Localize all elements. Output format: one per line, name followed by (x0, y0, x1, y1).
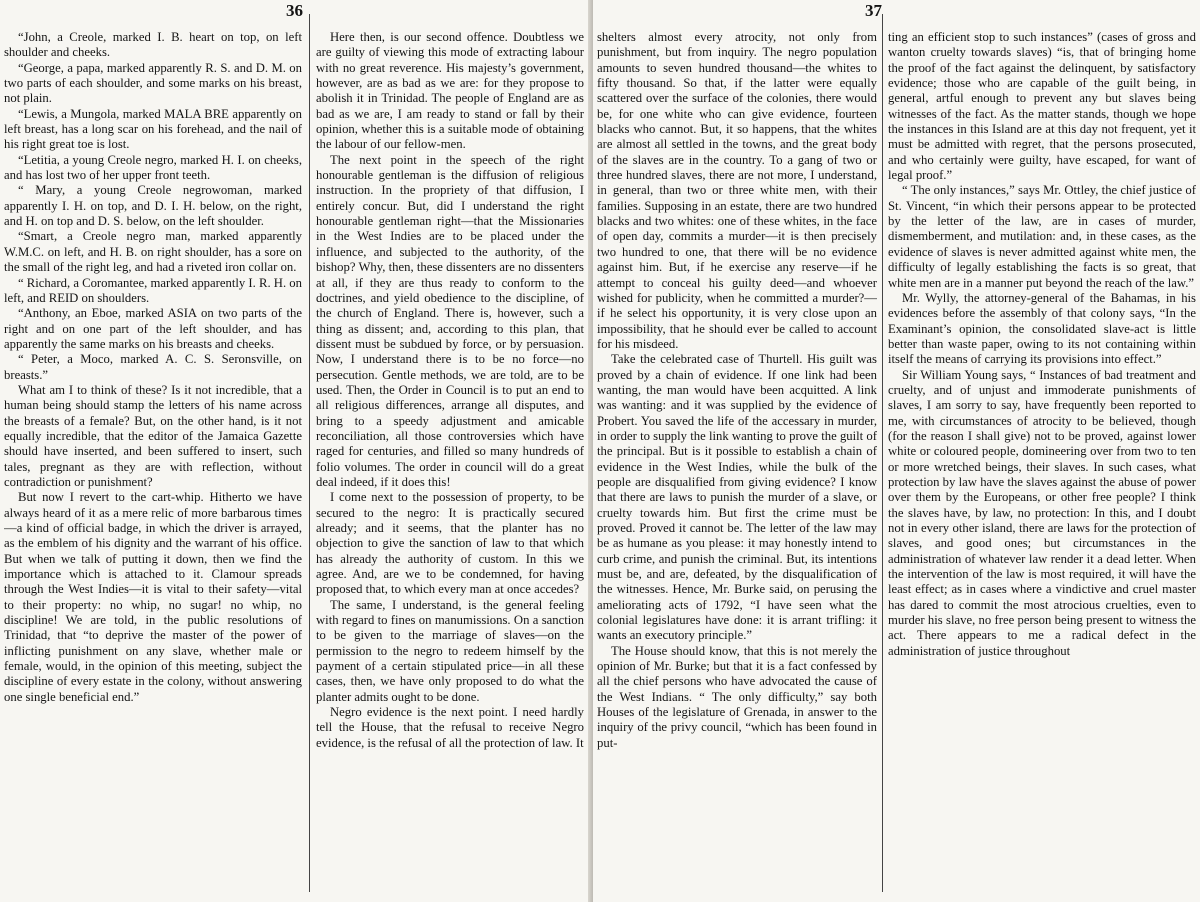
paragraph: “George, a papa, marked apparently R. S. and D. M. on two parts of each shoulder, and some marks on his breast, not plain. (4, 60, 302, 106)
text-column-1 (4, 30, 302, 902)
text-column-2 (316, 30, 584, 902)
paragraph: The House should know, that this is not merely the opinion of Mr. Burke; but that it is a fact confessed by all the chief persons who have advocated the cause of the West Indians. “ The only difficulty,” say both Houses of the legislature of Grenada, in answer to the inquiry of the privy council, “which has been found in put- (597, 643, 877, 750)
paragraph: Mr. Wylly, the attorney-general of the Bahamas, in his evidences before the assembly of that colony says, “In the Examinant’s opinion, the consolidated slave-act is little better than waste paper, owing to its not containing within itself the means of carrying its provisions into effect.” (888, 290, 1196, 367)
text-column-3 (597, 30, 877, 902)
paragraph: “Smart, a Creole negro man, marked apparently W.M.C. on left, and H. B. on right shoulder, has a sore on the small of the right leg, and had a riveted iron collar on. (4, 229, 302, 275)
paragraph: But now I revert to the cart-whip. Hitherto we have always heard of it as a mere relic of more barbarous times—a kind of official badge, in which the driver is arrayed, as the emblem of his dignity and the warrant of his office. But when we talk of putting it down, then we find the importance which is attached to it. Clamour spreads through the West Indies—it is vital to their safety—vital to their property: no whip, no sugar! no whip, no discipline! We are told, in the public resolutions of Trinidad, that “to deprive the master of the power of inflicting punishment on any slave, whether male or female, would, in the opinion of this meeting, subject the discipline of every estate in the colony, without answering one single beneficial end.” (4, 490, 302, 704)
text-column-4 (888, 30, 1196, 902)
paragraph: I come next to the possession of property, to be secured to the negro: It is practically secured already; and it seems, that the planter has no objection to give the sanction of law to that which has already the authority of custom. In this we agree. And, are we to be condemned, for having proposed that, to which every man at once accedes? (316, 490, 584, 597)
paragraph: “John, a Creole, marked I. B. heart on top, on left shoulder and cheeks. (4, 30, 302, 60)
paragraph: The next point in the speech of the right honourable gentleman is the diffusion of religious instruction. In the propriety of that diffusion, I entirely concur. But, did I understand the right honourable gentleman right—that the Missionaries in the West Indies are to be placed under the influence, and subjected to the authority, of the bishop? Why, then, these dissenters are no dissenters at all, if they are thus ready to conform to the doctrines, and yield obedience to the discipline, of the church of England. There is, however, such a thing as dissent; and, according to this plan, that dissent must be subdued by force, or by persuasion. Now, I understand there is to be no force—no persecution. Gentle methods, we are told, are to be used. Then, the Order in Council is to put an end to all religious differences, arrange all disputes, and bring to a speedy adjustment and amicable reconciliation, all those controversies which have raged for centuries, and filled so many hundreds of folio volumes. The order in council will do a great deal indeed, if it does this! (316, 152, 584, 489)
paragraph: ting an efficient stop to such instances” (cases of gross and wanton cruelty towards slaves) “is, that of bringing home the proof of the fact against the delinquent, by satisfactory evidence; those who are capable of the guilt being, in general, artful enough to prevent any but slaves being witnesses of the fact. As the matter stands, though we hope the instances in this Island are at this day not frequent, yet it must be admitted with regret, that the persons prosecuted, and who certainly were guilty, have escaped, for want of legal proof.” (888, 30, 1196, 183)
paragraph: The same, I understand, is the general feeling with regard to fines on manumissions. On a sanction to be given to the marriage of slaves—on the permission to the negro to redeem himself by the payment of a certain stipulated price—in all these cases, then, we have only proposed to do what the planter admits ought to be done. (316, 597, 584, 704)
paragraph: Negro evidence is the next point. I need hardly tell the House, that the refusal to receive Negro evidence, is the refusal of all the protection of law. It (316, 705, 584, 750)
column-divider (882, 14, 883, 892)
paragraph: Sir William Young says, “ Instances of bad treatment and cruelty, and of unjust and immoderate punishments of slaves, I am sorry to say, have frequently been reported to me, with circumstances of atrocity to be believed, though (for the reason I shall give) not to be proved, against lower white or coloured people, domineering over from two to ten or more wretched beings, their slaves. In such cases, what protection by law have the slaves against the abuse of power over them by the Europeans, or other free people? I think the slaves have, by law, no protection: In this, and I doubt not in every other island, there are laws for the protection of slaves, and good ones; but circumstances in the administration of whatever law render it a dead letter. When the intervention of the law is most required, it will have the least effect; as in cases where a vindictive and cruel master has dared to commit the most atrocious cruelties, even to murder his slave, no free person being present to witness the act. There appears to me a radical defect in the administration of justice throughout (888, 367, 1196, 658)
page-number: 37 (865, 1, 882, 20)
page-number: 36 (286, 1, 303, 20)
paragraph: shelters almost every atrocity, not only from punishment, but from inquiry. The negro population amounts to seven hundred thousand—the whites to fifty thousand. So that, if the latter were equally scattered over the surface of the colonies, there would be, for one white who can give evidence, fourteen blacks who cannot. But, it so happens, that the whites are almost all settled in the towns, and the great body of the slaves are in the country. To a gang of two or three hundred slaves, there are not more, I understand, in general, than two or three white men, with their families. Supposing in an estate, there are two hundred blacks and two whites: one of these whites, in the face of open day, commits a murder—it is then precisely two hundred to one, that there will be no evidence against him. But, if he exercise any reserve—if he attempt to conceal his guilty deed—and whoever wished for publicity, when he committed a murder?—if he select his opportunity, it is very close upon an impossibility, that he should ever be called to account for his misdeed. (597, 30, 877, 351)
left-page (0, 0, 593, 902)
paragraph: “Lewis, a Mungola, marked MALA BRE apparently on left breast, has a long scar on his forehead, and the nail of his right great toe is lost. (4, 106, 302, 152)
paragraph: “ Richard, a Coromantee, marked apparently I. R. H. on left, and REID on shoulders. (4, 275, 302, 305)
paragraph: “Anthony, an Eboe, marked ASIA on two parts of the right and on one part of the left shoulder, and has apparently the same marks on his breasts and cheeks. (4, 306, 302, 351)
paragraph: Here then, is our second offence. Doubtless we are guilty of viewing this mode of extracting labour with no great reverence. His majesty’s government, however, are as bad as we are: for they propose to abolish it in Trinidad. The people of England are as bad as we are, I am ready to stand or fall by their opinion, whether this is a suitable mode of obtaining the labour of our fellow-men. (316, 30, 584, 152)
paragraph: What am I to think of these? Is it not incredible, that a human being should stamp the letters of his name across the breasts of a female? But, on the other hand, is it not equally incredible, that the editor of the Jamaica Gazette should have inserted, and been suffered to insert, such tales, pregnant as they are with reflection, without contradiction or punishment? (4, 382, 302, 489)
paragraph: “ Peter, a Moco, marked A. C. S. Seronsville, on breasts.” (4, 352, 302, 382)
paragraph: “Letitia, a young Creole negro, marked H. I. on cheeks, and has lost two of her upper front teeth. (4, 152, 302, 183)
paragraph: “ Mary, a young Creole negrowoman, marked apparently I. H. on top, and D. I. H. below, on the right, and H. on top and D. S. below, on the left shoulder. (4, 183, 302, 229)
column-divider (309, 14, 310, 892)
right-page (593, 0, 1200, 902)
paragraph: Take the celebrated case of Thurtell. His guilt was proved by a chain of evidence. If one link had been wanting, the man would have been acquitted. A link was wanting: and it was supplied by the evidence of Probert. You saved the life of the accessary in murder, in order to supply the link wanting to prove the guilt of the principal. But is it possible to establish a chain of evidence in the West Indies, while the bulk of the people are disqualified from giving evidence? I know that there are laws to punish the murder of a slave, or cruelty towards him. But first the crime must be proved. Proved it cannot be. The letter of the law may be as humane as you please: it may honestly intend to curb crime, and punish the criminal. But, its intentions must be, and are, defeated, by the disqualification of the witnesses. Hence, Mr. Burke said, on perusing the ameliorating acts of 1792, “I have seen what the colonial legislatures have done: it is arrant trifling: it wants an executory principle.” (597, 352, 877, 643)
paragraph: “ The only instances,” says Mr. Ottley, the chief justice of St. Vincent, “in which their persons appear to be protected by the letter of the law, are in cases of murder, dismemberment, and mutilation: and, in these cases, as the evidence of slaves is never admitted against white men, the difficulty of legally establishing the facts is so great, that white men are in a manner put beyond the reach of the law.” (888, 183, 1196, 290)
